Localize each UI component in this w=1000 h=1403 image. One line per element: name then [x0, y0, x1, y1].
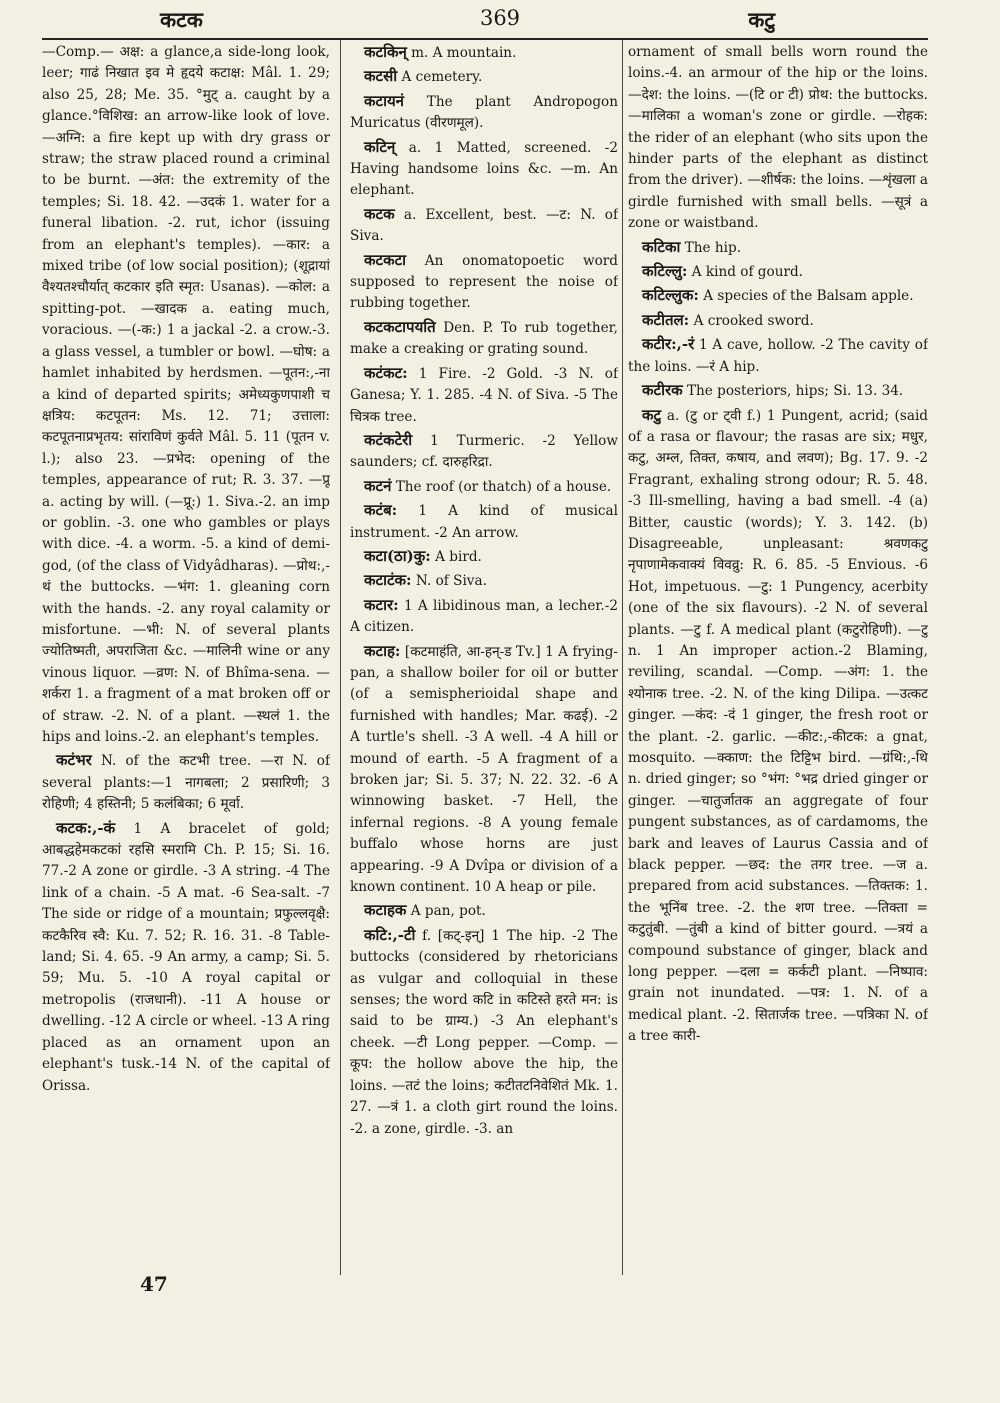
dictionary-entry: [42, 42, 330, 748]
dictionary-entry: [628, 380, 928, 402]
dictionary-entry: [350, 500, 618, 544]
entry-definition: m. A mountain.: [411, 45, 517, 61]
entry-definition: —Comp.— अक्ष: a glance,a side-long look, leer; गाढं निखात इव मे हृदये कटाक्ष: Mâl. 1. 29; also 25, 28; Me. 35. °मुट् a. caught by a glance.°विशिख: an arrow-like look of love. —अग्नि: a fire kept up with dry grass or straw; the straw placed round a criminal to be burnt. —अंत: the extremity of the temples; Si. 18. 42. —उदकं 1. water for a funeral libation. -2. rut, ichor (issuing from an elephant's temples). —कार: a mixed tribe (of low social position); (शूद्रायां वैश्यतश्चौर्यात् कटकार इति स्मृत: Usanas). —कोल: a spitting-pot. —खादक a. eating much, voracious. —(-क:) 1 a jackal -2. a crow.-3. a glass vessel, a tumbler or bowl. —घोष: a hamlet inhabited by herdsmen. —पूतन:,-ना a kind of departed spirits; अमेध्यकुणपाशी च क्षत्रिय: कटपूतन: Ms. 12. 71; उत्ताला: कटपूतनाप्रभृतय: सांराविणं कुर्वते Mâl. 5. 11 (पूतन v. l.); also 23. —प्रभेद: opening of the temples, appearance of rut; R. 3. 37. —प्रू a. acting by will. (—प्रू:) 1. Siva.-2. an imp or goblin. -3. one who gambles or plays with dice. -4. a worm. -5. a kind of demi-god, (of the class of Vidyâdharas). —प्रोथ:,-थं the buttocks. —भंग: 1. gleaning corn with the hands. -2. any royal calamity or misfortune. —भी: N. of several plants ज्योतिष्मती, अपराजिता &c. —मालिनी wine or any vinous liquor. —व्रण: N. of Bhîma-sena. —शर्करा 1. a fragment of a mat broken off or of straw. -2. N. of a plant. —स्थलं 1. the hips and loins.-2. an elephant's temples.: [42, 44, 330, 745]
dictionary-entry: [628, 334, 928, 378]
entry-headword: कटिल्लुक:: [642, 286, 699, 305]
dictionary-entry: [42, 818, 330, 1097]
entry-headword: कटंब:: [364, 501, 398, 520]
entry-headword: कटक:,-कं: [56, 818, 116, 837]
dictionary-entry: [350, 204, 618, 248]
entry-headword: कटाहक: [364, 901, 407, 920]
dictionary-entry: [628, 405, 928, 1048]
entry-definition: a. Excellent, best. —ट: N. of Siva.: [350, 206, 618, 245]
entry-definition: N. of Siva.: [415, 573, 487, 590]
dictionary-entry: [350, 570, 618, 592]
dictionary-entry: [350, 546, 618, 568]
entry-headword: कटिका: [642, 237, 681, 256]
entry-definition: ornament of small bells worn round the loins.-4. an armour of the hip or the loins. —देश: the loins. —(टि or टी) प्रोथ: the buttocks. —मालिका a woman's zone or girdle. —रोहक: the rider of an elephant (who sits upon the hinder parts of the elephant as distinct from the driver). —शीर्षक: the loins. —शृंखला a girdle furnished with small bells. —सूत्रं a zone or waistband.: [628, 44, 928, 232]
header-right-guideword: कटु: [748, 7, 775, 32]
column-3: [628, 42, 928, 1273]
entry-definition: 1 Fire. -2 Gold. -3 N. of Ganesa; Y. 1. 285. -4 N. of Siva. -5 The चित्रक tree.: [350, 365, 618, 425]
dictionary-entry: [350, 476, 618, 498]
entry-definition: A pan, pot.: [410, 903, 486, 920]
entry-headword: कटसी: [364, 67, 398, 86]
entry-definition: f. [कट्-इन्] 1 The hip. -2 The buttocks (considered by rhetoricians as vulgar and colloquial in these senses; the word कटि in कटिस्ते हरते मन: is said to be ग्राम्य.) -3 An elephant's cheek. —टी Long pepper. —Comp. —कूप: the hollow above the hip, the loins. —तटं the loins; कटीतटनिवेशितं Mk. 1. 27. —त्रं 1. a cloth girt round the loins. -2. a zone, girdle. -3. an: [350, 927, 618, 1137]
dictionary-entry: [350, 250, 618, 315]
entry-definition: The hip.: [684, 239, 742, 256]
entry-definition: 1 Turmeric. -2 Yellow saunders; cf. दारुहरिद्रा.: [350, 432, 618, 471]
entry-headword: कटीरक: [642, 381, 683, 400]
column-divider-1: [340, 40, 341, 1275]
dictionary-entry: [350, 925, 618, 1140]
signature-mark: 47: [140, 1272, 168, 1296]
entry-headword: कटंकट:: [364, 363, 408, 382]
dictionary-entry: [350, 91, 618, 135]
entry-headword: कटंभर: [56, 751, 92, 770]
entry-definition: The roof (or thatch) of a house.: [395, 478, 612, 495]
dictionary-entry: [350, 641, 618, 899]
entry-headword: कटिन्: [364, 137, 396, 156]
header-rule: [42, 38, 928, 40]
dictionary-entry: [350, 66, 618, 88]
entry-headword: कटकिन्: [364, 43, 407, 61]
dictionary-entry: [350, 137, 618, 202]
entry-definition: N. of the कटभी tree. —रा N. of several plants:—1 नागबला; 2 प्रसारिणी; 3 रोहिणी; 4 हस्तिनी; 5 कलंबिका; 6 मूर्वा.: [42, 753, 330, 813]
entry-headword: कटाटंक:: [364, 571, 412, 590]
entry-definition: a. (टु or ट्वी f.) 1 Pungent, acrid; (said of a rasa or flavour; the rasas are six; मधुर, कटु, अम्ल, तिक्त, कषाय, and लवण); Bg. 17. 9. -2 Fragrant, exhaling strong odour; R. 5. 48. -3 Ill-smelling, having a bad smell. -4 (a) Bitter, caustic (words); Y. 3. 142. (b) Disagreeable, unpleasant: श्रवणकटु नृपाणामेकवाक्यं विवव्रु: R. 6. 85. -5 Envious. -6 Hot, impetuous. —टु: 1 Pungency, acerbity (one of the six flavours). -2 N. of several plants. —टु f. A medical plant (कटुरोहिणी). —टु n. 1 An improper action.-2 Blaming, reviling, scandal. —Comp. —अंग: 1. the श्योनाक tree. -2. N. of the king Dilipa. —उत्कट ginger. —कंद: -दं 1 ginger, the fresh root or the plant. -2. garlic. —कीट:,-कीटक: a gnat, mosquito. —क्काण: the टिट्टिभ bird. —ग्रंथि:,-थि n. dried ginger; so °भंग: °भद्र dried ginger or ginger. —चातुर्जातक an aggregate of four pungent substances, as of cardamoms, the bark and leaves of Laurus Cassia and of black pepper. —छद: the तगर tree. —ज a. prepared from acid substances. —तिक्तक: 1. the भूनिंब tree. -2. the शण tree. —तिक्ता = कटुतुंबी. —तुंबी a kind of bitter gourd. —त्रयं a compound substance of ginger, black and long pepper. —दला = कर्कटी plant. —निष्पाव: grain not inundated. —पत्र: 1. N. of a medical plant. -2. सितार्जक tree. —पत्रिका N. of a tree कारी-: [628, 407, 928, 1045]
entry-headword: कटा(ठा)कु:: [364, 546, 431, 565]
entry-definition: The posteriors, hips; Si. 13. 34.: [686, 383, 904, 400]
entry-headword: कटीतल:: [642, 310, 690, 329]
entry-headword: कटार:: [364, 595, 399, 614]
dictionary-entry: [350, 900, 618, 922]
dictionary-entry: [628, 42, 928, 235]
entry-definition: 1 A bracelet of gold; आबद्धहेमकटकां रहसि स्मरामि Ch. P. 15; Si. 16. 77.-2 A zone or girdle. -3 A string. -4 The link of a chain. -5 A mat. -6 Sea-salt. -7 The side or ridge of a mountain; प्रफुल्लवृक्षै: कटकैरिव स्वै: Ku. 7. 52; R. 16. 31. -8 Table-land; Si. 4. 65. -9 An army, a camp; Si. 5. 59; Mu. 5. -10 A royal capital or metropolis (राजधानी). -11 A house or dwelling. -12 A circle or wheel. -13 A ring placed as an ornament upon an elephant's tusk.-14 N. of the capital of Orissa.: [42, 820, 330, 1094]
entry-headword: कटिल्लु:: [642, 262, 688, 281]
page-number: 369: [479, 6, 521, 30]
dictionary-entry: [350, 595, 618, 639]
dictionary-entry: [350, 430, 618, 474]
dictionary-entry: [628, 285, 928, 307]
entry-headword: कटाह:: [364, 641, 401, 660]
dictionary-entry: [42, 750, 330, 815]
column-2: [350, 42, 618, 1273]
entry-definition: A cemetery.: [401, 69, 483, 86]
dictionary-entry: [628, 237, 928, 259]
entry-definition: 1 A libidinous man, a lecher.-2 A citizen.: [350, 597, 618, 636]
entry-definition: The plant Andropogon Muricatus (वीरणमूल).: [350, 93, 618, 132]
page-header: [30, 6, 970, 38]
column-divider-2: [622, 40, 623, 1275]
entry-definition: A kind of gourd.: [691, 264, 803, 281]
entry-definition: 1 A kind of musical instrument. -2 An arrow.: [350, 503, 618, 541]
entry-headword: कटक: [364, 204, 395, 223]
dictionary-entry: [350, 363, 618, 428]
entry-definition: A crooked sword.: [693, 312, 814, 329]
header-left-guideword: कटक: [160, 7, 203, 32]
dictionary-entry: [628, 310, 928, 332]
dictionary-entry: [628, 261, 928, 283]
entry-definition: a. 1 Matted, screened. -2 Having handsome loins &c. —m. An elephant.: [350, 139, 618, 199]
entry-headword: कटीर:,-रं: [642, 335, 695, 354]
entry-headword: कटनं: [364, 476, 392, 495]
entry-headword: कटकटा: [364, 250, 407, 269]
entry-definition: An onomatopoetic word supposed to represent the noise of rubbing together.: [350, 252, 618, 312]
dictionary-entry: [350, 317, 618, 361]
column-1: [42, 42, 330, 1273]
entry-headword: कटु: [642, 405, 662, 424]
entry-definition: Den. P. To rub together, make a creaking or grating sound.: [350, 319, 618, 358]
entry-headword: कटंकटेरी: [364, 430, 413, 449]
entry-headword: कटकटापयति: [364, 317, 436, 336]
entry-definition: A species of the Balsam apple.: [703, 288, 914, 305]
entry-headword: कटायनं: [364, 91, 404, 110]
entry-definition: A bird.: [435, 548, 482, 565]
entry-definition: [कटमाहंति, आ-हन्-ड Tv.] 1 A frying-pan, a shallow boiler for oil or butter (of a semispherioidal shape and furnished with handles; Mar. कढई). -2 A turtle's shell. -3 A well. -4 A hill or mound of earth. -5 A fragment of a broken jar; Si. 5. 37; N. 22. 32. -6 A winnowing basket. -7 Hell, the infernal regions. -8 A young female buffalo whose horns are just appearing. -9 A Dvîpa or division of a known continent. 10 A heap or pile.: [350, 643, 618, 896]
dictionary-entry: [350, 42, 618, 64]
entry-headword: कटि:,-टी: [364, 925, 416, 944]
entry-definition: 1 A cave, hollow. -2 The cavity of the loins. —रं A hip.: [628, 337, 928, 375]
